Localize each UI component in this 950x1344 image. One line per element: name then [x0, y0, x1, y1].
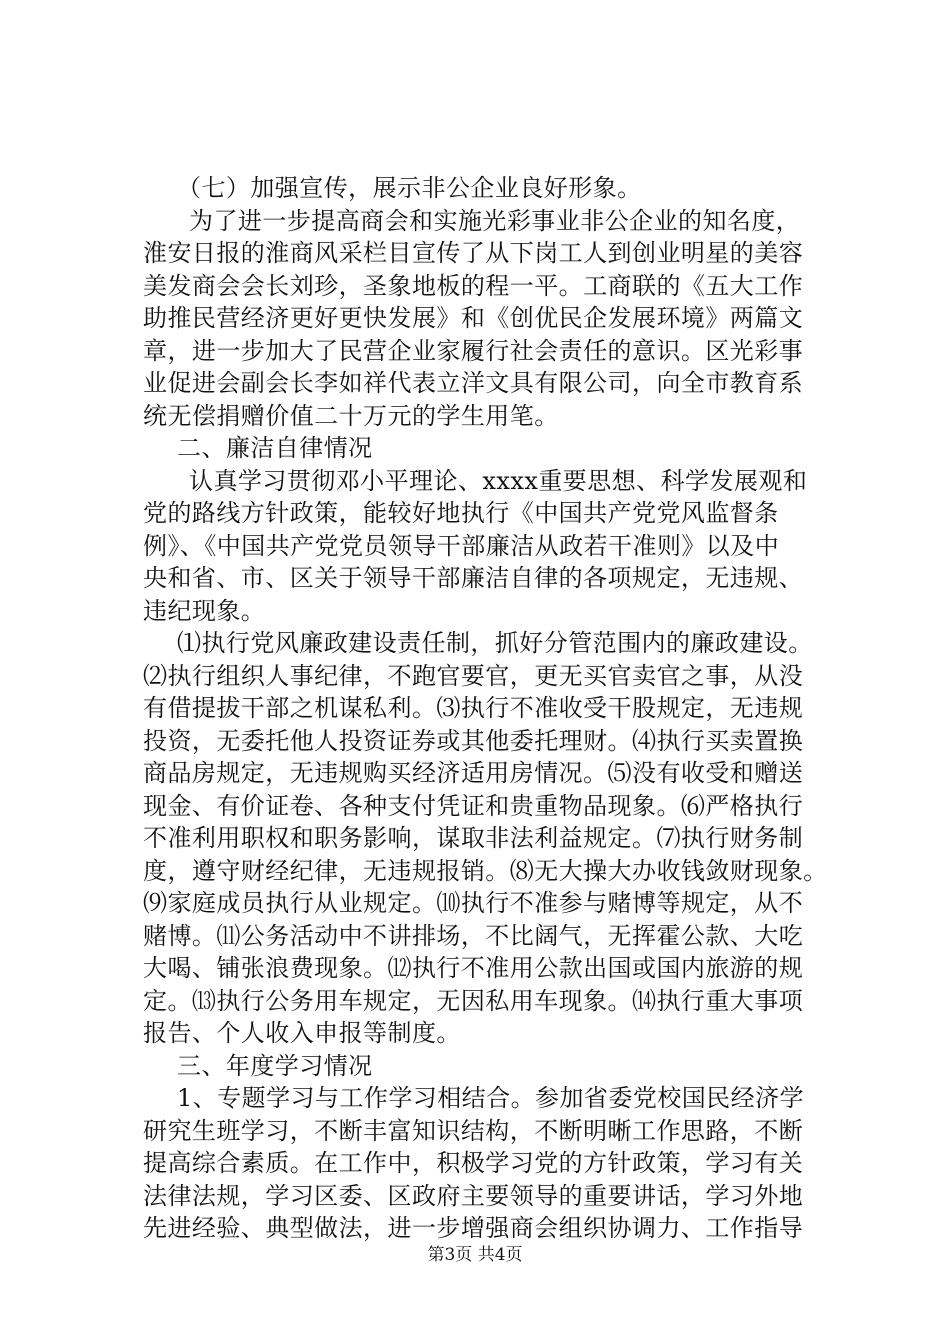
paragraph-line: 淮安日报的淮商风采栏目宣传了从下岗工人到创业明星的美容 [143, 239, 804, 267]
paragraph-line: 美发商会会长刘珍，圣象地板的程一平。工商联的《五大工作 [143, 271, 804, 300]
paragraph-line: 例》、《中国共产党党员领导干部廉洁从政若干准则》以及中 [143, 531, 780, 560]
document-body [143, 172, 833, 1245]
paragraph-line: 商品房规定，无违规购买经济适用房情况。⑸没有收受和赠送 [143, 759, 804, 787]
paragraph-line: 违纪现象。 [143, 596, 266, 625]
paragraph-line: ⑴执行党风廉政建设责任制，抓好分管范围内的廉政建设。 [177, 629, 813, 657]
paragraph-line: 有借提拔干部之机谋私利。⑶执行不准收受干股规定，无违规 [143, 694, 804, 722]
paragraph-line: 央和省、市、区关于领导干部廉洁自律的各项规定，无违规、 [143, 564, 804, 592]
paragraph-line: 党的路线方针政策，能较好地执行《中国共产党党风监督条 [143, 499, 779, 527]
paragraph-line: ⑵执行组织人事纪律，不跑官要官，更无买官卖官之事，从没 [143, 661, 804, 690]
paragraph-line: 章，进一步加大了民营企业家履行社会责任的意识。区光彩事 [143, 336, 804, 365]
paragraph-line: 定。⒀执行公务用车规定，无因私用车现象。⒁执行重大事项 [143, 986, 804, 1015]
page-number-footer: 第3页 共4页 [427, 1245, 523, 1265]
paragraph-line: 为了进一步提高商会和实施光彩事业非公企业的知名度， [189, 206, 801, 235]
paragraph-line: 助推民营经济更好更快发展》和《创优民企发展环境》两篇文 [143, 304, 804, 332]
paragraph-line: 度，遵守财经纪律，无违规报销。⑻无大操大办收钱敛财现象。 [143, 856, 828, 885]
paragraph-line: 先进经验、典型做法，进一步增强商会组织协调力、工作指导 [143, 1214, 804, 1242]
paragraph-line: 现金、有价证卷、各种支付凭证和贵重物品现象。⑹严格执行 [143, 791, 804, 820]
paragraph-line: 投资，无委托他人投资证券或其他委托理财。⑷执行买卖置换 [143, 726, 804, 755]
paragraph-line: 认真学习贯彻邓小平理论、xxxx重要思想、科学发展观和 [189, 466, 808, 495]
section-heading-3: 三、年度学习情况 [177, 1051, 373, 1080]
paragraph-line: 1、专题学习与工作学习相结合。参加省委党校国民经济学 [177, 1084, 804, 1112]
paragraph-line: 大喝、铺张浪费现象。⑿执行不准用公款出国或国内旅游的规 [143, 954, 804, 982]
paragraph-line: 赌博。⑾公务活动中不讲排场，不比阔气，无挥霍公款、大吃 [143, 921, 804, 950]
paragraph-line: 业促进会副会长李如祥代表立洋文具有限公司，向全市教育系 [143, 369, 804, 397]
paragraph-line: 不准利用职权和职务影响，谋取非法利益规定。⑺执行财务制 [143, 824, 804, 852]
section-heading-7: （七）加强宣传，展示非公企业良好形象。 [177, 174, 642, 202]
paragraph-line: 统无偿捐赠价值二十万元的学生用笔。 [143, 401, 559, 430]
paragraph-line: ⑼家庭成员执行从业规定。⑽执行不准参与赌博等规定，从不 [143, 889, 804, 917]
paragraph-line: 报告、个人收入申报等制度。 [143, 1019, 461, 1047]
paragraph-line: 研究生班学习，不断丰富知识结构，不断明晰工作思路，不断 [143, 1116, 804, 1145]
paragraph-line: 提高综合素质。在工作中，积极学习党的方针政策，学习有关 [143, 1149, 804, 1177]
section-heading-2: 二、廉洁自律情况 [177, 434, 373, 462]
paragraph-line: 法律法规，学习区委、区政府主要领导的重要讲话，学习外地 [143, 1181, 804, 1210]
